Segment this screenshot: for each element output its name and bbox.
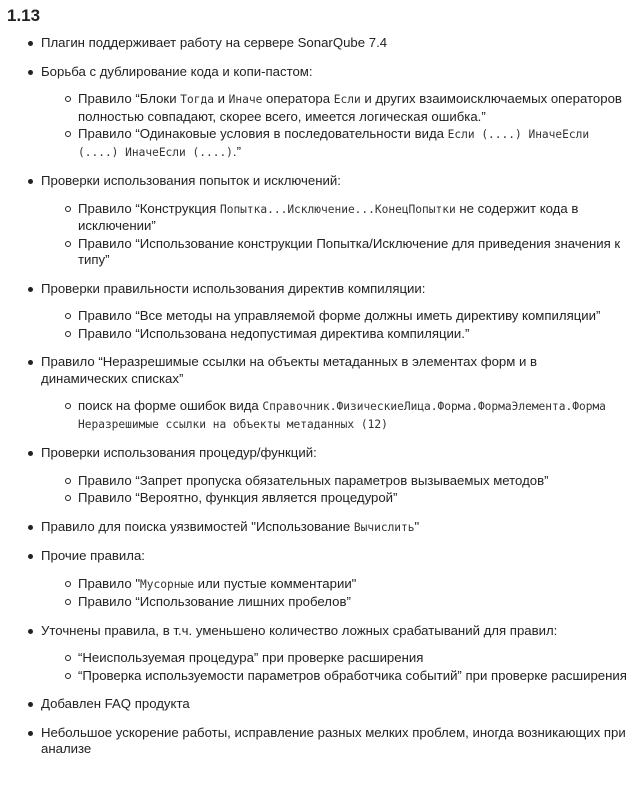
item-text: Правило для поиска уязвимостей "Использование Вычислить" xyxy=(41,518,420,534)
item-text: Прочие правила: xyxy=(41,548,145,563)
item-text: Проверки использования процедур/функций: xyxy=(41,445,317,460)
sub-list xyxy=(41,576,627,611)
sub-list xyxy=(41,308,627,342)
sub-list-item: Правило "Мусорные или пустые комментарии" xyxy=(41,576,627,594)
sub-list-item: Правило “Использование лишних пробелов” xyxy=(41,594,627,611)
list-item xyxy=(7,445,627,507)
item-text: Добавлен FAQ продукта xyxy=(41,696,190,711)
list-item xyxy=(7,173,627,269)
inline-code: Если xyxy=(333,93,361,106)
list-item xyxy=(7,623,627,685)
inline-code: Мусорные xyxy=(140,577,194,591)
sub-list-item: Правило “Все методы на управляемой форме должны иметь директиву компиляции” xyxy=(41,308,627,325)
list-item xyxy=(7,35,627,52)
inline-code: Попытка...Исключение...КонецПопытки xyxy=(219,202,456,216)
list-item xyxy=(7,64,627,162)
item-text: Правило “Неразрешимые ссылки на объекты метаданных в элементах форм и в динамических списках” xyxy=(41,354,538,386)
sub-list-item: Правило “Конструкция Попытка...Исключение...КонецПопытки не содержит кода в исключении” xyxy=(41,201,627,235)
list-item xyxy=(7,281,627,343)
list-item xyxy=(7,696,627,713)
item-text: Проверки использования попыток и исключений: xyxy=(41,173,341,188)
list-item xyxy=(7,354,627,433)
inline-code: Справочник.ФизическиеЛица.Форма.ФормаЭлемента.Форма Неразрешимые ссылки на объекты метаданных (12) xyxy=(78,400,606,431)
sub-list xyxy=(41,398,627,433)
sub-list-item: Правило “Использование конструкции Попытка/Исключение для приведения значения к типу” xyxy=(41,236,627,269)
item-text: Проверки правильности использования директив компиляции: xyxy=(41,280,426,296)
sub-list-item: Правило “Запрет пропуска обязательных параметров вызываемых методов” xyxy=(41,473,627,490)
sub-list-item: “Неиспользуемая процедура” при проверке расширения xyxy=(41,650,627,667)
inline-code: Иначе xyxy=(228,93,263,106)
sub-list xyxy=(41,473,627,507)
changes-list xyxy=(7,35,627,758)
list-item xyxy=(7,519,627,537)
item-text: Уточнены правила, в т.ч. уменьшено количество ложных срабатываний для правил: xyxy=(41,622,558,638)
sub-list xyxy=(41,201,627,269)
inline-code: Тогда xyxy=(180,93,214,106)
sub-list-item: Правило “Блоки Тогда и Иначе оператора Если и других взаимоисключаемых операторов полностью совпадают, скорее всего, имеется логическая ошибка.” xyxy=(41,91,627,125)
list-item xyxy=(7,548,627,611)
version-heading: 1.13 xyxy=(7,6,41,25)
sub-list-item: “Проверка используемости параметров обработчика событий” при проверке расширения xyxy=(41,668,627,685)
sub-list-item: поиск на форме ошибок вида Справочник.ФизическиеЛица.Форма.ФормаЭлемента.Форма Неразрешимые ссылки на объекты метаданных (12) xyxy=(41,398,627,433)
sub-list-item: Правило “Вероятно, функция является процедурой” xyxy=(41,490,627,507)
sub-list-item: Правило “Использована недопустимая директива компиляции.” xyxy=(41,326,627,343)
item-text: Небольшое ускорение работы, исправление разных мелких проблем, иногда возникающих при анализе xyxy=(41,724,626,756)
sub-list xyxy=(41,650,627,684)
item-text: Плагин поддерживает работу на сервере SonarQube 7.4 xyxy=(41,35,388,50)
inline-code: Вычислить xyxy=(353,520,415,534)
list-item xyxy=(7,725,627,758)
inline-code: Если (....) ИначеЕсли (....) ИначеЕсли (....) xyxy=(78,128,590,159)
sub-list xyxy=(41,91,627,161)
item-text: Борьба с дублирование кода и копи-пастом: xyxy=(41,63,313,79)
sub-list-item: Правило “Одинаковые условия в последовательности вида Если (....) ИначеЕсли (....) ИначеЕсли (....).” xyxy=(41,126,627,161)
